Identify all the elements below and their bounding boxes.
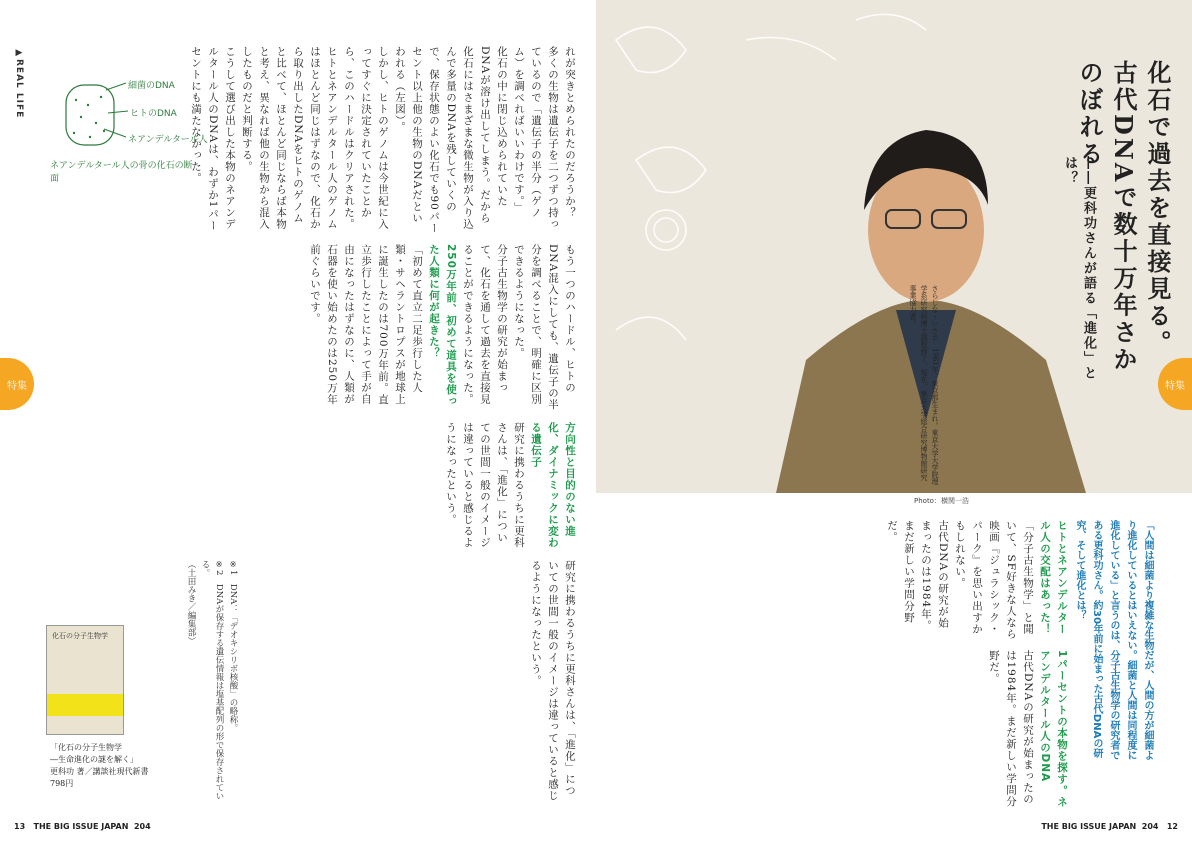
paragraph: 研究に携わるうちに更科さんは、「進化」についての世間一般のイメージは違っていると感じるようになったという。 (530, 560, 576, 802)
paragraph: 分子古生物学の研究が始まって、化石を通して過去を直接見ることができるようになった。 (462, 244, 508, 405)
book-publisher: 更科功 著／講談社現代新書 (50, 767, 149, 776)
subheading: 250万年前、初めて道具を使った人類に何が起きた？ (428, 244, 457, 407)
subheading: ヒトとネアンデルタール人の交配はあった！ (1039, 520, 1068, 635)
paragraph: もう一つのハードル、ヒトのDNA混入にしても、遺伝子の半分を調べることで、明確に区別できるようになった。 (513, 244, 576, 411)
paragraph: 研究に携わるうちに更科さんは、「進化」についての世間一般のイメージは違っていると感じるようになったという。 (445, 422, 525, 549)
author-profile: さらしな・いさお 1961年、東京都生まれ。東京大学大学院理学系研究科博士課程修了。現在、東京大学総合研究博物館研究事業協力者。 (909, 285, 939, 485)
footnotes (140, 560, 240, 806)
feature-tab: 特集 (1158, 358, 1192, 410)
body-column-4 (250, 560, 578, 806)
article-headline (1064, 60, 1174, 390)
paragraph: 古代DNAの研究が始まったのは1984年。まだ新しい学問分野だ。 (886, 520, 949, 632)
paragraph: こうして選び出した本物のネアンデルタール人のDNAは、わずか1パーセントにも満たなかった。 (190, 46, 236, 232)
folio-right (1041, 822, 1178, 831)
subheadline: ――更科功さんが語る「進化」とは？ (1062, 156, 1096, 381)
sketch-caption: ネアンデルタール人の骨の化石の断面 (50, 161, 193, 184)
sketch-label-neanderthal: ネアンデルタール人 (128, 135, 208, 145)
book-cover-title: 化石の分子生物学 (52, 632, 108, 640)
book-title: 「化石の分子生物学 (50, 743, 122, 752)
right-page (596, 0, 1192, 843)
page-number: 13 (14, 822, 26, 831)
section-label: ▶REAL LIFE (14, 48, 24, 119)
issue-number: 204 (133, 822, 151, 831)
subheading: 1パーセントの本物を探す。ネアンデルタール人のDNA (1039, 650, 1068, 808)
article-lead: 「人間は細菌より複雑な生物だが、人間の方が細菌より進化しているとはいえない。細菌と人間は同程度に進化している」と言うのは、分子古生物学の研究者である更科功さん。約30年前に始まった古代DNAの研究、そして進化とは？ (1074, 520, 1153, 760)
folio-left (14, 822, 151, 831)
body-column-right-1 (614, 520, 1070, 640)
paragraph: れが突きとめられたのだろうか？ 多くの生物は遺伝子を二つずつ持っているので「遺伝子の半分（ゲノム）を調べればいいわけです。」 (513, 46, 576, 230)
issue-number: 204 (1141, 822, 1159, 831)
magazine-name: THE BIG ISSUE JAPAN (33, 822, 129, 831)
subheading: 方向性と目的のない進化、ダイナミックに変わる遺伝子 (530, 422, 576, 549)
editor-credit: （土田みき／編集部） (186, 560, 196, 645)
paragraph: しかし、ヒトのゲノムは今世紀に入ってすぐに決定されていたことから、このハードルはクリアされた。ヒトとネアンデルタール人のゲノムはほとんど同じはずなので、化石から取り出したDNAをヒトのゲノムと比べて、ほとんど同じならば本物と考え、異なれば他の生物から混入したものだと判断する。 (241, 46, 389, 230)
book-info (50, 742, 149, 790)
headline-line: 化石で過去を直接見る。 (1143, 60, 1172, 357)
paragraph: 「分子古生物学」と聞いて、SF好きな人なら映画『ジュラシック・パーク』を思い出すかもしれない。 (954, 520, 1034, 640)
book-price: 798円 (50, 779, 74, 788)
photo-credit: Photo：横関一浩 (914, 497, 969, 505)
body-column-2 (46, 244, 578, 412)
paragraph: 古代DNAの研究が始まったのは1984年。まだ新しい学問分野だ。 (988, 650, 1034, 808)
body-column-3 (46, 422, 578, 552)
body-column-right-2 (614, 650, 1070, 810)
footnote: ※1 DNA：「デオキシリボ核酸」の略称。 (228, 560, 238, 732)
book-subtitle: ―生命進化の謎を解く」 (50, 755, 138, 764)
book-cover-image (46, 625, 124, 735)
feature-tab: 特集 (0, 358, 34, 410)
headline-line: 古代DNAで数十万年さかのぼれる (1075, 60, 1138, 374)
body-column-1 (190, 46, 578, 234)
book-cover-band (47, 694, 123, 716)
paragraph: 「初めて直立二足歩行した人類・サヘラントロプスが地球上に誕生したのは700万年前。直立歩行したことによって手が自由になったはずなのに、人類が石器を使い始めたのは250万年前ぐらいです。 (309, 244, 423, 406)
page-number: 12 (1166, 822, 1178, 831)
footnote: ※2 DNAが保存する遺伝情報は塩基配列の形で保存されている。 (200, 560, 224, 800)
paragraph: 化石の中に閉じ込められていたDNAが溶け出してしまう。だから化石にはさまざまな微生物が入り込んで多量のDNAを残していくので、保存状態のよい化石でも90パーセント以上他の生物のDNAだといわれる（左図）。 (394, 46, 508, 234)
sketch-label-bacteria: 細菌のDNA (128, 81, 175, 91)
sketch-label-human: ヒトのDNA (130, 109, 177, 119)
magazine-name: THE BIG ISSUE JAPAN (1041, 822, 1137, 831)
